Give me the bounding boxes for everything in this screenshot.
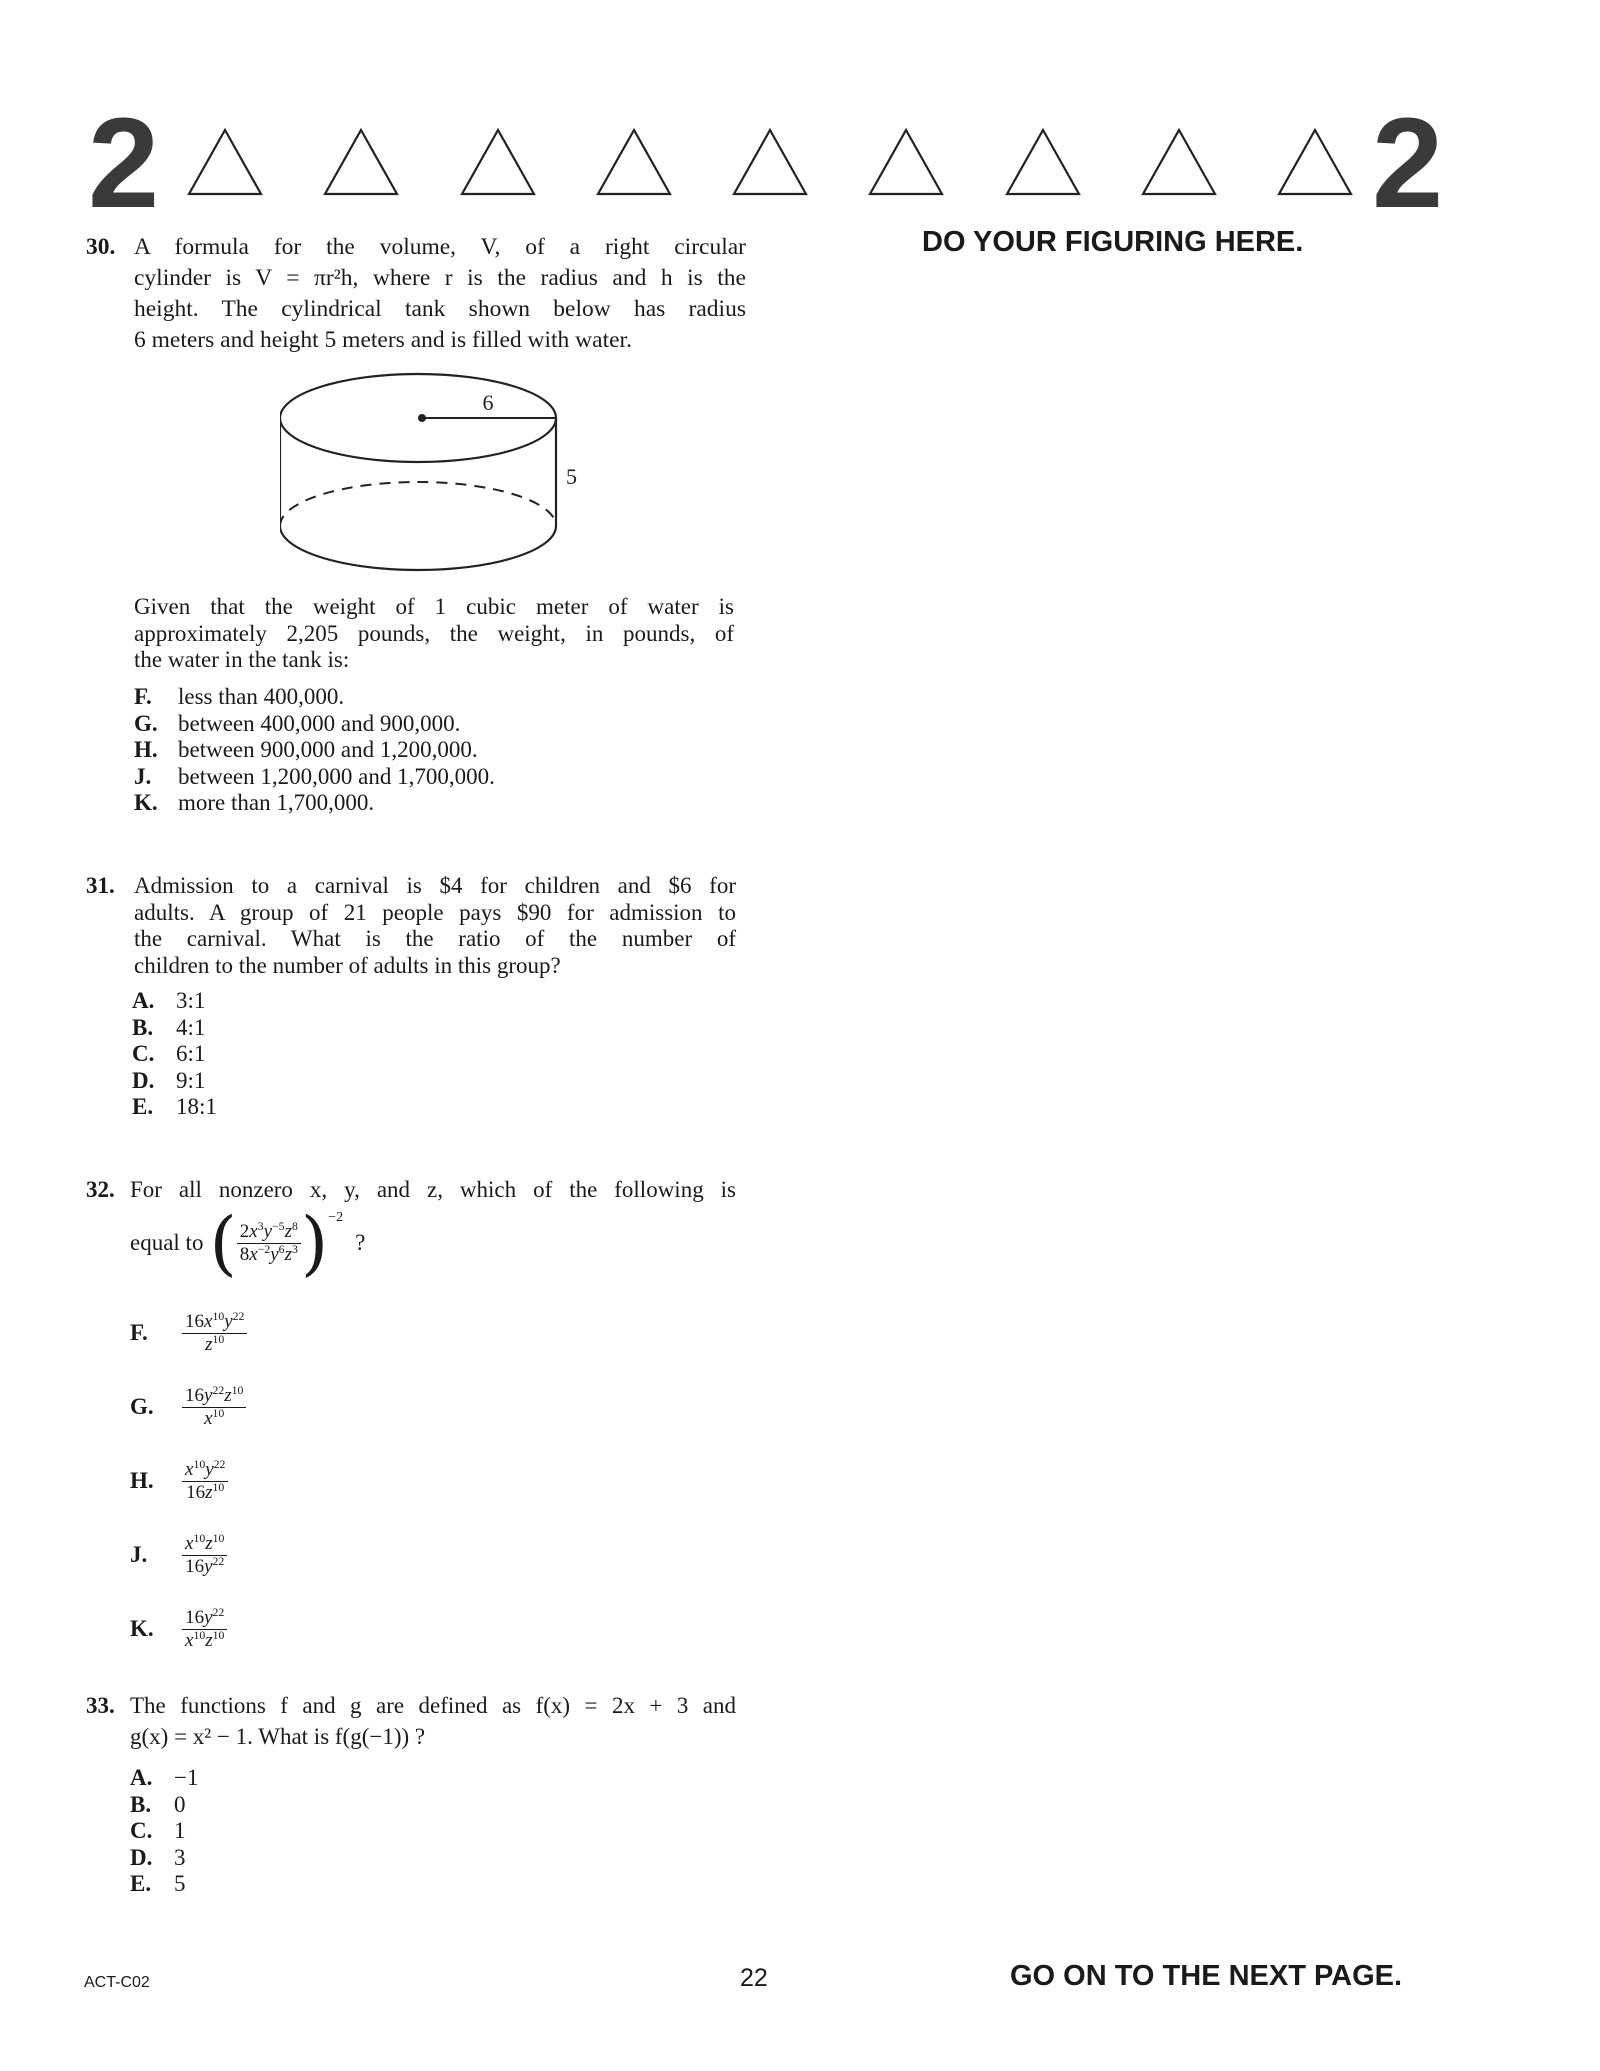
question-text-line: Admission to a carnival is $4 for children and $6 for: [134, 873, 736, 898]
answer-choice[interactable]: [132, 988, 217, 1015]
choice-letter: H.: [134, 737, 158, 762]
answer-choice[interactable]: [130, 1370, 247, 1444]
choice-letter: B.: [132, 1014, 154, 1040]
expression-fraction: $\frac{2x^3y^{-5}z^8}{8x^{-2}y^6z^3}$: [237, 1221, 301, 1266]
choice-letter: K.: [130, 1616, 154, 1641]
section-number-left: 2: [88, 92, 160, 235]
choice-letter: H.: [130, 1468, 154, 1493]
triangle-icon: [1003, 126, 1083, 198]
choice-fraction: $\frac{x^{10}z^{10}}{16y^{22}}$: [182, 1533, 227, 1578]
choice-text: −1: [174, 1765, 199, 1790]
choice-letter: A.: [130, 1765, 153, 1790]
answer-choices-31: [132, 988, 217, 1121]
choice-letter: G.: [130, 1394, 154, 1419]
answer-choice[interactable]: [130, 1592, 247, 1666]
answer-choice[interactable]: [132, 1068, 217, 1095]
choice-letter: J.: [134, 763, 152, 789]
answer-choices-30: [134, 684, 495, 817]
height-label: 5: [566, 464, 577, 489]
question-31: [86, 873, 736, 979]
choice-letter: D.: [132, 1067, 155, 1093]
radius-label: 6: [482, 390, 494, 415]
choice-text: between 900,000 and 1,200,000.: [178, 737, 478, 762]
choice-text: 6:1: [176, 1041, 206, 1066]
choice-letter: D.: [130, 1844, 153, 1870]
choice-text: more than 1,700,000.: [178, 790, 375, 815]
question-text-line: Given that the weight of 1 cubic meter of water is: [134, 594, 734, 619]
question-text-line: 6 meters and height 5 meters and is filled with water.: [134, 327, 632, 353]
answer-choice[interactable]: [134, 790, 495, 817]
question-number: 31.: [86, 873, 115, 898]
page-number: 22: [740, 1964, 768, 1992]
choice-letter: K.: [134, 790, 158, 815]
answer-choice[interactable]: [130, 1792, 198, 1819]
choice-text: 5: [174, 1871, 186, 1896]
next-page-label: GO ON TO THE NEXT PAGE.: [1010, 1960, 1403, 1992]
answer-choice[interactable]: [132, 1015, 217, 1042]
choice-letter: J.: [130, 1542, 148, 1567]
answer-choice[interactable]: [130, 1818, 198, 1845]
section-number-right: 2: [1372, 92, 1444, 235]
answer-choice[interactable]: [132, 1041, 217, 1068]
triangle-icon: [866, 126, 946, 198]
question-text-line: adults. A group of 21 people pays $90 for admission to: [134, 899, 736, 925]
choice-fraction: $\frac{16x^{10}y^{22}}{z^{10}}$: [182, 1311, 247, 1356]
form-code: ACT-C02: [84, 1974, 150, 1991]
question-32: [86, 1176, 736, 1204]
answer-choice[interactable]: [134, 737, 495, 764]
answer-choice[interactable]: [130, 1765, 198, 1792]
choice-fraction: $\frac{16y^{22}z^{10}}{x^{10}}$: [182, 1385, 246, 1430]
answer-choice[interactable]: [134, 684, 495, 711]
triangle-icon: [185, 126, 265, 198]
answer-choice[interactable]: [132, 1094, 217, 1121]
choice-letter: B.: [130, 1791, 152, 1817]
choice-letter: A.: [132, 988, 155, 1013]
choice-text: 18:1: [176, 1094, 217, 1119]
question-text-line: cylinder is V = πr²h, where r is the radius and h is the: [134, 265, 746, 291]
question-30: [86, 232, 746, 356]
choice-letter: E.: [130, 1871, 152, 1896]
question-text-line: children to the number of adults in this group?: [134, 952, 561, 978]
choice-letter: C.: [132, 1041, 155, 1066]
question-30-followup: [134, 594, 734, 674]
question-33: [86, 1690, 736, 1752]
triangle-icon: [594, 126, 674, 198]
left-paren: (: [209, 1202, 237, 1284]
triangle-icon: [321, 126, 401, 198]
choice-letter: E.: [132, 1094, 154, 1119]
question-number: 30.: [86, 234, 116, 260]
question-text-line: approximately 2,205 pounds, the weight, in pounds, of: [134, 620, 734, 646]
choice-text: 4:1: [176, 1014, 206, 1040]
choice-text: 3: [174, 1844, 186, 1870]
question-text-line: g(x) = x² − 1. What is f(g(−1)) ?: [130, 1724, 426, 1749]
figuring-label: DO YOUR FIGURING HERE.: [922, 226, 1304, 258]
triangle-icon: [730, 126, 810, 198]
answer-choices-33: [130, 1765, 198, 1898]
triangle-row: [185, 126, 1355, 198]
choice-letter: F.: [130, 1320, 148, 1345]
right-paren: ): [300, 1202, 329, 1284]
choice-text: 0: [174, 1791, 186, 1817]
question-text-line: For all nonzero x, y, and z, which of the following is: [130, 1177, 736, 1202]
question-mark: ?: [355, 1230, 366, 1255]
triangle-icon: [458, 126, 538, 198]
answer-choice[interactable]: [134, 711, 495, 738]
triangle-icon: [1139, 126, 1219, 198]
answer-choices-32: [130, 1296, 247, 1666]
answer-choice[interactable]: [130, 1518, 247, 1592]
question-number: 32.: [86, 1177, 115, 1202]
question-text-line: The functions f and g are defined as f(x) = 2x + 3 and: [130, 1693, 736, 1718]
choice-letter: C.: [130, 1818, 153, 1843]
question-text-line: A formula for the volume, V, of a right circular: [134, 234, 746, 260]
choice-text: 9:1: [176, 1067, 206, 1093]
cylinder-figure: [280, 366, 580, 576]
choice-letter: G.: [134, 710, 158, 736]
equal-to-label: equal to: [130, 1230, 204, 1255]
choice-letter: F.: [134, 684, 152, 709]
answer-choice[interactable]: [130, 1444, 247, 1518]
choice-text: between 1,200,000 and 1,700,000.: [178, 763, 495, 789]
answer-choice[interactable]: [130, 1296, 247, 1370]
triangle-icon: [1275, 126, 1355, 198]
question-text-line: height. The cylindrical tank shown below has radius: [134, 296, 746, 322]
answer-choice[interactable]: [130, 1871, 198, 1898]
question-text-line: the carnival. What is the ratio of the number of: [134, 926, 736, 951]
question-text-line: the water in the tank is:: [134, 647, 350, 672]
choice-text: 1: [174, 1818, 186, 1843]
answer-choice[interactable]: [134, 764, 495, 791]
choice-text: between 400,000 and 900,000.: [178, 710, 461, 736]
choice-text: 3:1: [176, 988, 206, 1013]
question-32-expression: [130, 1202, 366, 1284]
choice-fraction: $\frac{x^{10}y^{22}}{16z^{10}}$: [182, 1459, 228, 1504]
question-number: 33.: [86, 1693, 115, 1718]
answer-choice[interactable]: [130, 1845, 198, 1872]
choice-fraction: $\frac{16y^{22}}{x^{10}z^{10}}$: [182, 1607, 227, 1652]
exponent: −2: [328, 1210, 344, 1225]
choice-text: less than 400,000.: [178, 684, 345, 709]
